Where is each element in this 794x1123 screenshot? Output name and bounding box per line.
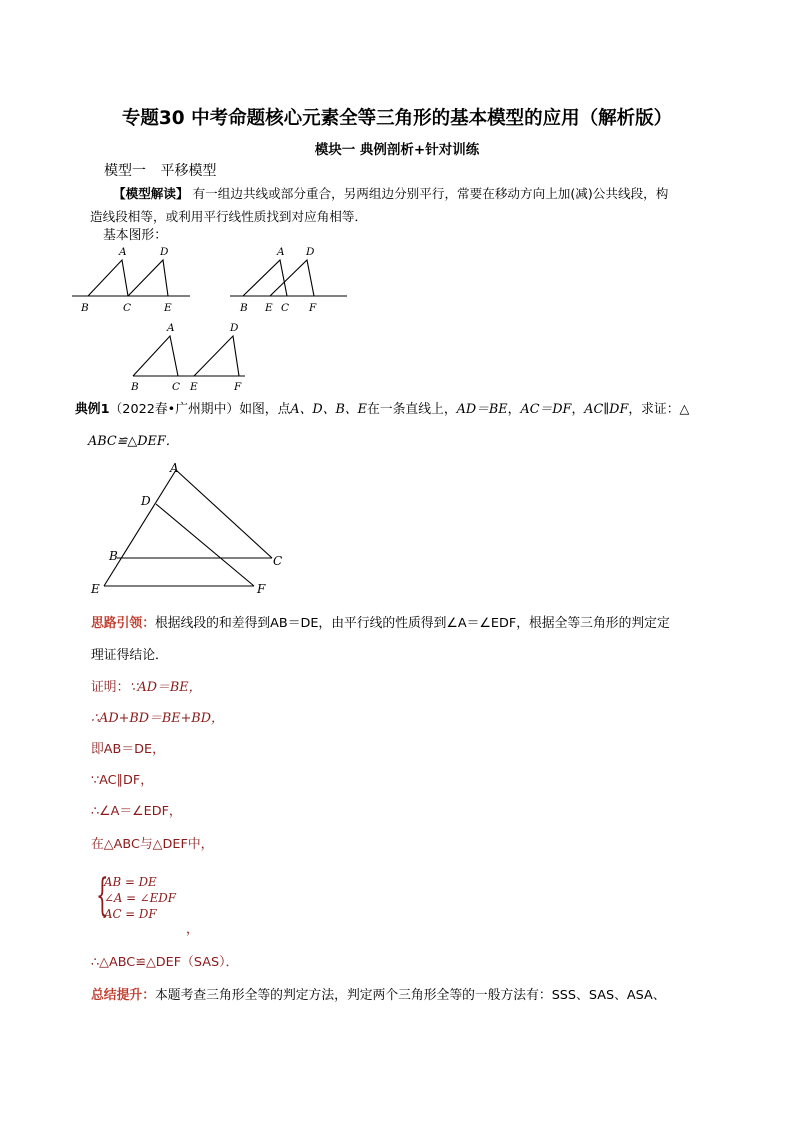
example-cond3: AC∥DF [584,402,629,417]
fig3-label-F: F [234,381,242,393]
model-name: 模型一 [104,163,146,179]
fig2-label-A: A [277,246,285,258]
ex-label-E: E [91,582,100,596]
example-text: 如图，点 [239,402,291,417]
fig1-label-A: A [119,246,127,258]
page-title: 专题30 中考命题核心元素全等三角形的基本模型的应用（解析版） [121,108,673,129]
model-type: 平移模型 [160,163,217,179]
ex-label-B: B [109,549,118,563]
example-statement-line2 [88,430,179,449]
example-statement: 典例1（2022春•广州期中）如图，点A、D、B、E在一条直线上，AD＝BE，AC＝DF，AC∥DF，求证：△ [75,402,690,417]
fig2-label-E: E [265,302,273,314]
proof-line1 [91,676,201,695]
hint-text: 根据线段的和差得到AB＝DE，由平行线的性质得到∠A＝∠EDF，根据全等三角形的判定定 [154,616,670,631]
proof-tag: 证明： [91,680,130,695]
summary-tag: 总结提升： [91,988,155,1003]
proof-step4: ∵AC∥DF， [91,773,154,788]
fig1-label-B: B [81,302,89,314]
example-line2: ABC≌△DEF． [88,434,179,449]
model-explanation [113,182,733,206]
fig1-label-D: D [160,246,169,258]
fig2-label-C: C [281,302,290,314]
fig3-label-D: D [230,322,239,334]
explain-line1: 有一组边共线或部分重合，另两组边分别平行，常要在移动方向上加(减)公共线段，构 [192,186,669,201]
explain-tag: 【模型解读】 [113,186,189,201]
summary-line [91,984,666,1003]
ex-label-A: A [170,461,179,475]
brace-icon: { [96,870,109,921]
proof-step2 [91,707,224,726]
example-source: （2022春•广州期中） [109,402,240,417]
fig3-label-E: E [190,381,198,393]
fig2-label-B: B [240,302,248,314]
fig3-label-A: A [167,322,175,334]
system-comma: ， [186,922,199,937]
example-label: 典例1 [75,402,110,417]
ex-label-F: F [257,582,266,596]
example-cond2: AC＝DF [520,402,572,417]
proof-step6: 在△ABC与△DEF中， [91,837,214,852]
hint-tag: 思路引领： [91,616,155,631]
fig2-label-D: D [306,246,315,258]
system-eq3: AC = DF [104,907,157,921]
fig1-label-E: E [164,302,172,314]
fig2-label-F: F [309,302,317,314]
summary-text: 本题考查三角形全等的判定方法，判定两个三角形全等的一般方法有：SSS、SAS、ASA、 [154,988,666,1003]
system-eq2: ∠A = ∠EDF [104,891,176,905]
ex-label-D: D [141,494,151,508]
explain-line2: 造线段相等，或利用平行线性质找到对应角相等． [90,209,368,224]
example-cond1: AD＝BE [456,402,508,417]
hint-line2: 理证得结论． [91,648,168,663]
proof-step5: ∴∠A＝∠EDF， [91,804,182,819]
model-heading [104,160,226,180]
ex-label-C: C [273,554,283,568]
module-title: 模块一 典例剖析+针对训练 [314,142,480,158]
system-eq1: AB = DE [104,875,157,889]
figure-label: 基本图形： [103,228,167,243]
fig1-label-C: C [123,302,132,314]
basic-figures [0,240,794,395]
equation-system [96,870,176,922]
hint-line1 [91,612,670,631]
example-figure [80,458,300,600]
example-text-mid: 在一条直线上， [367,402,457,417]
example-prove: 求证：△ [641,402,690,417]
fig3-label-C: C [172,381,181,393]
example-points: A、D、B、E [290,402,368,417]
proof-step1: ∵AD＝BE， [129,680,202,695]
fig3-label-B: B [131,381,139,393]
proof-conclusion: ∴△ABC≌△DEF（SAS）． [91,955,239,970]
proof-step2-text: ∴AD+BD＝BE+BD， [91,711,224,726]
proof-step3: 即AB＝DE， [91,742,165,757]
